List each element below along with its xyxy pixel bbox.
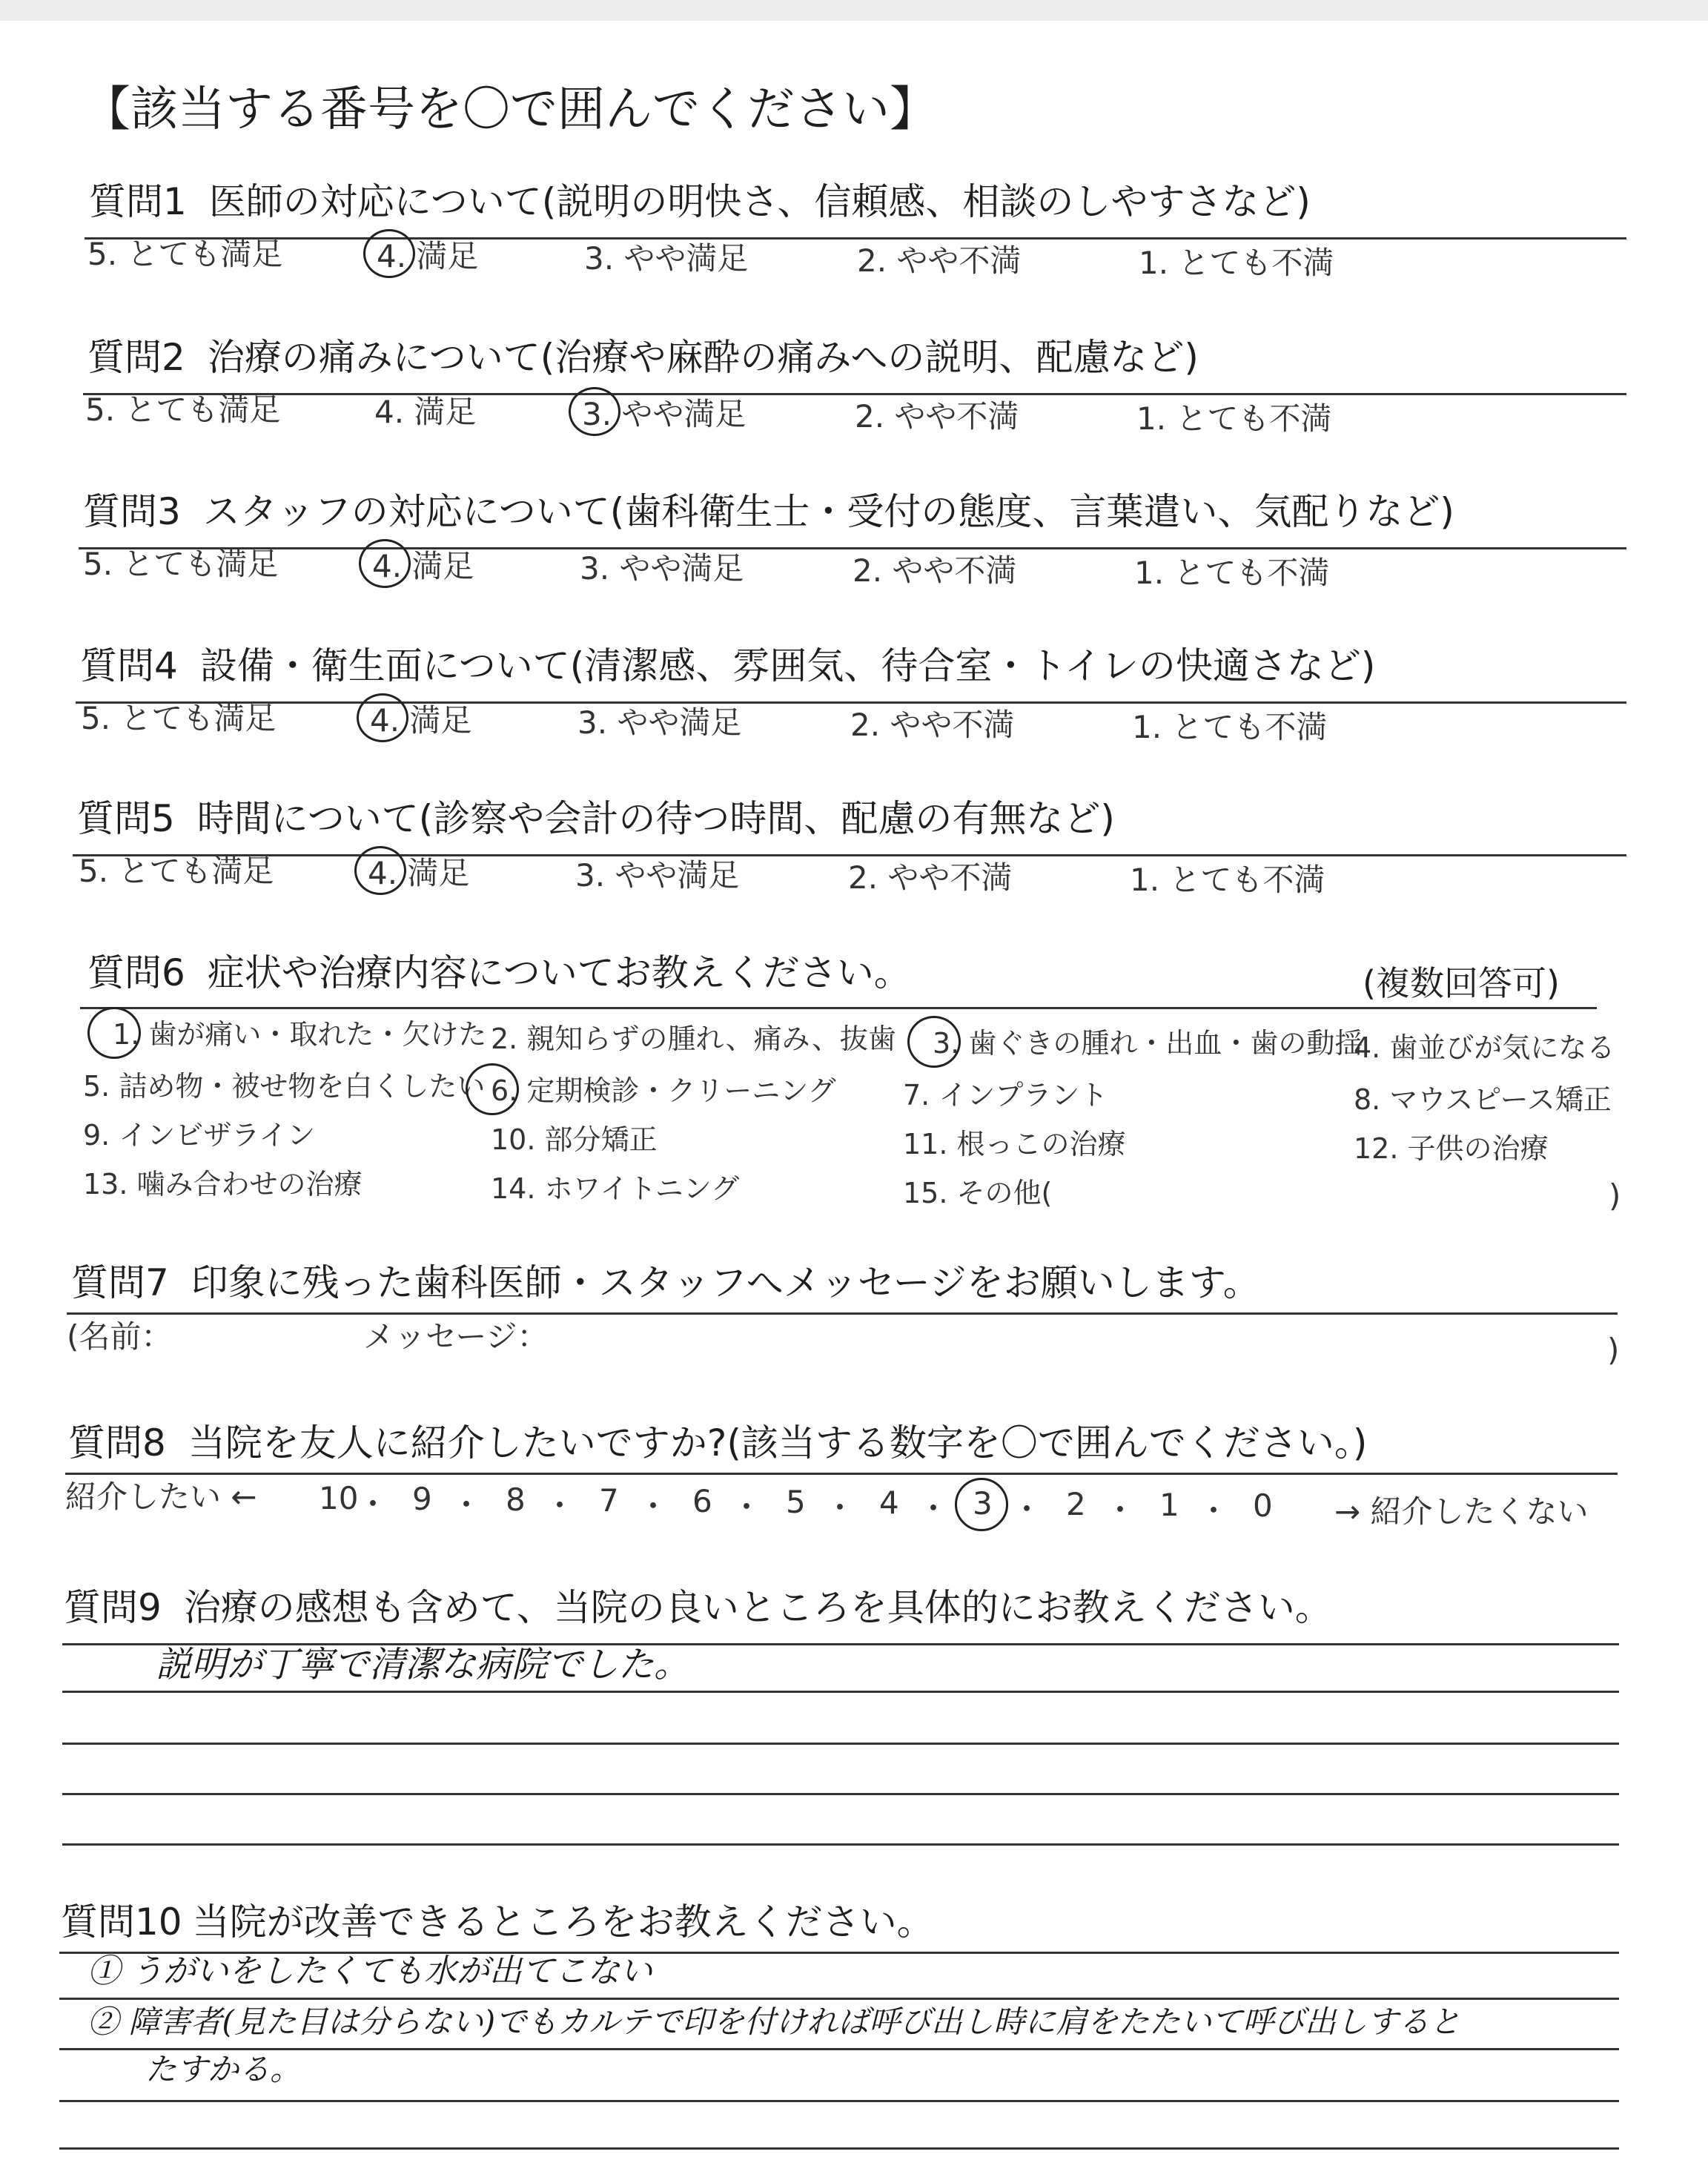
q2-option-2[interactable]: 2. やや不満 [855,398,1019,435]
q6-option-6[interactable]: 6. 定期検診・クリーニング [491,1074,836,1107]
q9-label: 質問9 [64,1586,162,1629]
q2-option-1[interactable]: 1. とても不満 [1136,400,1332,437]
q8-scale-7[interactable]: 7 [599,1482,619,1519]
q6-selection-circle-6 [466,1063,519,1115]
q8-scale-9[interactable]: 9 [412,1481,432,1517]
q1-rule [85,237,1626,240]
q7-text: 印象に残った歯科医師・スタッフへメッセージをお願いします。 [191,1261,1260,1304]
q10-rule-5 [59,2147,1619,2150]
q6-selection-circle-3 [907,1016,961,1068]
q6-rule [80,1007,1597,1009]
q1-text: 医師の対応について(説明の明快さ、信頼感、相談のしやすさなど) [208,180,1311,223]
q5-label: 質問5 [77,797,175,840]
q8-scale-dot: ・ [918,1490,950,1527]
q6-option-5[interactable]: 5. 詰め物・被せ物を白くしたい [83,1070,486,1103]
q2-label: 質問2 [87,336,185,379]
q1-option-4[interactable]: 4. 満足 [377,238,479,274]
q5-title [77,789,1115,842]
q4-option-3[interactable]: 3. やや満足 [577,704,742,741]
q4-option-5[interactable]: 5. とても満足 [81,700,277,736]
q3-option-2[interactable]: 2. やや不満 [853,552,1017,589]
q3-option-5[interactable]: 5. とても満足 [83,546,279,582]
q5-text: 時間について(診察や会計の待つ時間、配慮の有無など) [196,797,1115,840]
q8-scale-dot: ・ [638,1488,669,1525]
q9-text: 治療の感想も含めて、当院の良いところを具体的にお教えください。 [183,1586,1332,1629]
q8-label: 質問8 [68,1421,166,1464]
q8-scale-3[interactable]: 3 [973,1485,993,1522]
q8-scale-5[interactable]: 5 [786,1484,806,1520]
q5-option-4[interactable]: 4. 満足 [368,855,470,891]
q3-selection-circle [359,539,411,588]
q9-answer: 説明が丁寧で清潔な病院でした。 [156,1644,690,1685]
q9-rule-5 [62,1843,1619,1846]
q8-scale-dot: ・ [357,1486,389,1522]
q5-selection-circle [354,846,406,895]
q6-option-7[interactable]: 7. インプラント [903,1079,1108,1112]
q8-scale-8[interactable]: 8 [506,1482,526,1518]
q6-option-11[interactable]: 11. 根っこの治療 [903,1128,1126,1160]
q4-selection-circle [357,693,408,742]
q5-option-5[interactable]: 5. とても満足 [79,853,274,889]
q8-scale-dot: ・ [824,1490,856,1526]
q6-option-13[interactable]: 13. 噛み合わせの治療 [83,1168,363,1200]
q8-title [68,1413,1367,1467]
q6-option-4[interactable]: 4. 歯並びが気になる [1354,1031,1615,1064]
q2-option-4[interactable]: 4. 満足 [374,394,477,430]
q6-option-12[interactable]: 12. 子供の治療 [1354,1132,1549,1165]
q9-rule-4 [62,1793,1619,1795]
q6-note: (複数回答可) [1363,963,1560,1003]
q7-name-label: (名前： [67,1318,173,1355]
q10-text: 当院が改善できるところをお教えください。 [192,1900,934,1943]
q1-option-5[interactable]: 5. とても満足 [87,236,283,272]
q8-text: 当院を友人に紹介したいですか?(該当する数字を〇で囲んでください。) [188,1421,1368,1464]
q8-scale-dot: ・ [1198,1493,1230,1529]
q6-label: 質問6 [87,951,185,994]
q6-option-9[interactable]: 9. インビザライン [83,1119,316,1152]
q10-label: 質問10 [61,1900,182,1943]
q8-scale-10[interactable]: 10 [319,1480,359,1516]
q8-left-label: 紹介したい ← [65,1479,257,1515]
page-header: 【該当する番号を〇で囲んでください】 [83,82,937,137]
q8-scale-6[interactable]: 6 [692,1483,712,1519]
q9-rule-3 [62,1743,1619,1745]
q2-option-3[interactable]: 3. やや満足 [582,396,747,432]
q4-text: 設備・衛生面について(清潔感、雰囲気、待合室・トイレの快適さなど) [199,644,1376,687]
q3-option-4[interactable]: 4. 満足 [372,548,474,584]
q2-title [87,328,1199,381]
q7-close-paren: ) [1607,1332,1620,1368]
q6-text: 症状や治療内容についてお教えください。 [207,951,911,994]
q4-label: 質問4 [80,644,178,687]
q4-option-4[interactable]: 4. 満足 [370,702,472,739]
q8-right-label: → 紹介したくない [1334,1493,1589,1530]
q8-scale-dot: ・ [544,1487,576,1524]
q6-option-8[interactable]: 8. マウスピース矯正 [1354,1083,1612,1116]
q6-selection-circle-1 [87,1007,141,1059]
q3-label: 質問3 [83,490,181,533]
q6-option-1[interactable]: 1. 歯が痛い・取れた・欠けた [113,1018,487,1051]
q6-close-paren: ) [1609,1178,1621,1214]
q9-title [64,1578,1332,1631]
q8-rule [65,1473,1618,1475]
q8-scale-0[interactable]: 0 [1253,1487,1273,1524]
q7-title [71,1253,1260,1307]
q10-answer-2: ② 障害者(見た目は分らない)でもカルテで印を付ければ呼び出し時に肩をたたいて呼び出しすると [87,2004,1461,2040]
q7-rule [67,1312,1618,1315]
q5-option-2[interactable]: 2. やや不満 [848,859,1013,896]
q1-title [89,172,1311,225]
q2-text: 治療の痛みについて(治療や麻酔の痛みへの説明、配慮など) [207,336,1199,379]
q6-option-14[interactable]: 14. ホワイトニング [491,1172,740,1205]
q6-option-3[interactable]: 3. 歯ぐきの腫れ・出血・歯の動揺 [933,1027,1363,1060]
q8-scale-4[interactable]: 4 [879,1484,899,1521]
q8-scale-dot: ・ [1011,1491,1043,1527]
q5-option-1[interactable]: 1. とても不満 [1130,862,1325,898]
q3-option-1[interactable]: 1. とても不満 [1134,555,1330,591]
q8-selection-circle [955,1478,1008,1531]
q10-answer-1: ① うがいをしたくても水が出てこない [87,1952,652,1990]
q4-option-1[interactable]: 1. とても不満 [1132,709,1328,745]
q3-text: スタッフの対応について(歯科衛生士・受付の態度、言葉遣い、気配りなど) [202,490,1454,533]
q10-rule-4 [59,2100,1619,2102]
q2-selection-circle [569,387,620,436]
q7-label: 質問7 [71,1261,169,1304]
q3-option-3[interactable]: 3. やや満足 [580,550,744,587]
q2-option-5[interactable]: 5. とても満足 [85,392,281,428]
q7-message-label: メッセージ： [363,1318,549,1355]
q6-option-2[interactable]: 2. 親知らずの腫れ、痛み、抜歯 [491,1023,896,1055]
q1-option-2[interactable]: 2. やや不満 [857,242,1022,279]
q6-option-15[interactable]: 15. その他( [903,1177,1053,1209]
q3-title [83,482,1454,535]
q4-option-2[interactable]: 2. やや不満 [850,707,1015,743]
q1-label: 質問1 [89,180,187,223]
q8-scale-1[interactable]: 1 [1159,1487,1179,1523]
q4-title [80,636,1375,690]
q10-rule-3 [59,2048,1619,2050]
q10-answer-3: たすかる。 [145,2051,302,2087]
q6-option-10[interactable]: 10. 部分矯正 [491,1123,658,1156]
q8-scale-2[interactable]: 2 [1066,1486,1086,1522]
q1-option-1[interactable]: 1. とても不満 [1139,245,1334,281]
q8-scale-dot: ・ [1105,1492,1136,1528]
scan-top-edge [0,0,1708,21]
q6-title [87,943,911,997]
q5-option-3[interactable]: 3. やや満足 [575,857,740,894]
q8-scale-dot: ・ [731,1489,763,1525]
q1-selection-circle [363,229,415,278]
q8-scale-dot: ・ [451,1487,483,1523]
q1-option-3[interactable]: 3. やや満足 [584,240,749,277]
q10-title [61,1892,934,1946]
q9-rule-2 [62,1691,1619,1693]
